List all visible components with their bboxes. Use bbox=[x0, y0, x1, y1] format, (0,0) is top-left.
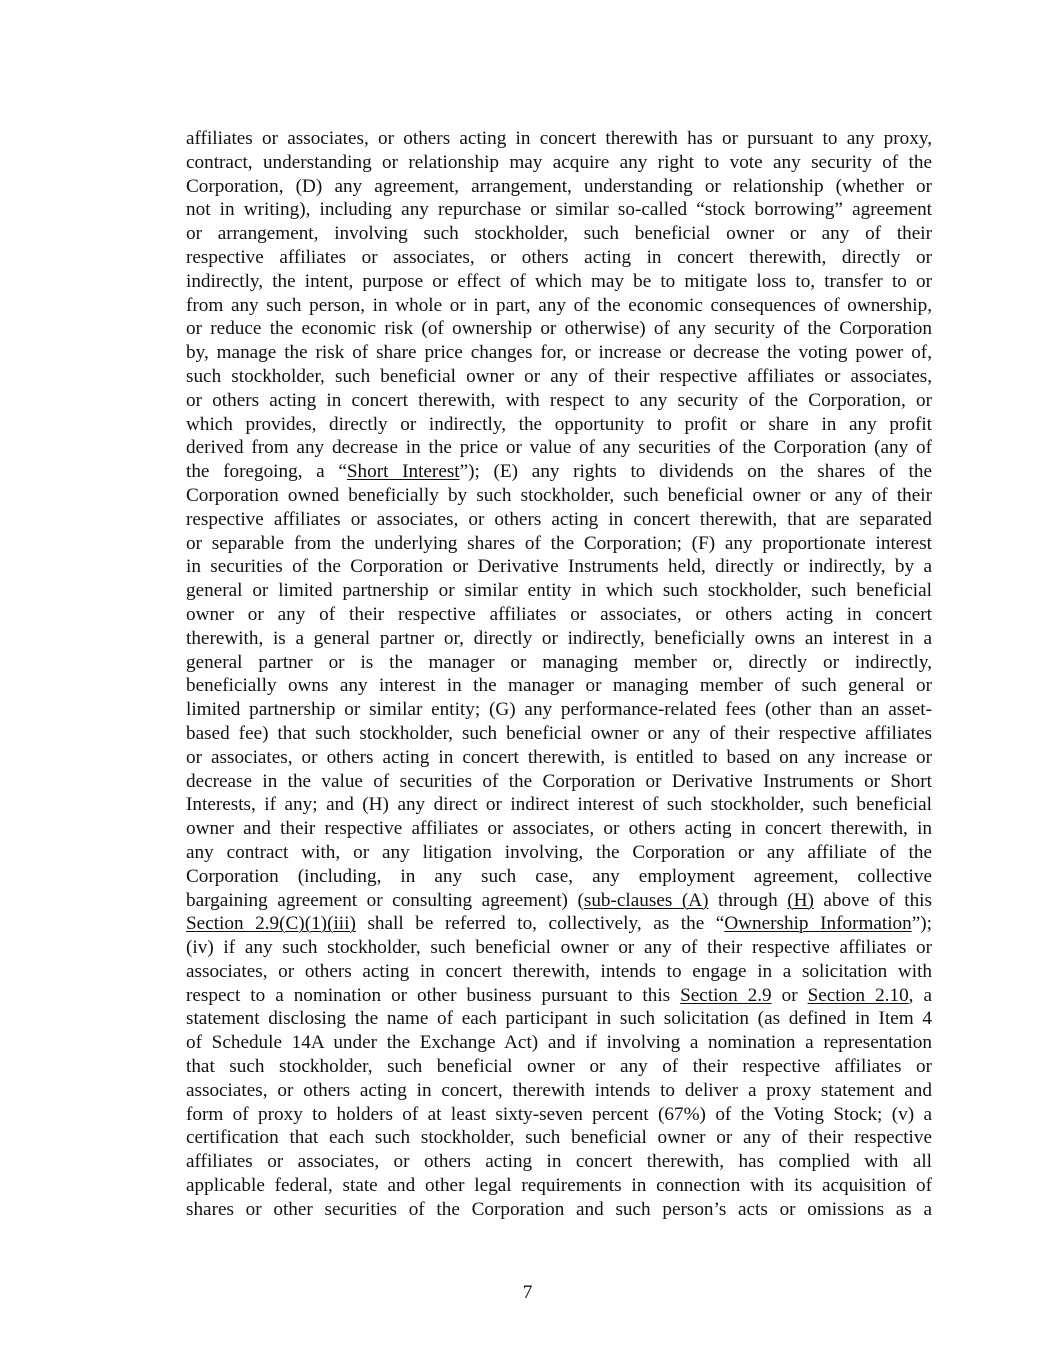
text-line bbox=[186, 579, 932, 603]
text-segment: through bbox=[708, 889, 788, 911]
text-line bbox=[186, 532, 932, 556]
text-line bbox=[186, 817, 932, 841]
text-line bbox=[186, 1055, 932, 1079]
text-segment: general or limited partnership or similar entity in which such stockholder, such beneficial bbox=[186, 580, 932, 602]
text-segment: from any such person, in whole or in part, any of the economic consequences of ownership, bbox=[186, 294, 932, 316]
text-segment: or separable from the underlying shares of the Corporation; (F) any proportionate interest bbox=[186, 532, 932, 554]
text-segment: beneficially owns any interest in the manager or managing member of such general or bbox=[186, 675, 932, 697]
text-line bbox=[186, 1150, 932, 1174]
text-line bbox=[186, 1198, 932, 1222]
cross-reference-term: Section 2.10 bbox=[807, 984, 909, 1006]
text-segment: the foregoing, a “ bbox=[186, 461, 347, 483]
text-line bbox=[186, 1103, 932, 1127]
text-line bbox=[186, 151, 932, 175]
text-line bbox=[186, 1031, 932, 1055]
text-line bbox=[186, 841, 932, 865]
text-line bbox=[186, 198, 932, 222]
text-line bbox=[186, 912, 932, 936]
text-line bbox=[186, 960, 932, 984]
text-line bbox=[186, 936, 932, 960]
text-segment: form of proxy to holders of at least sixty-seven percent (67%) of the Voting Stock; (v) a bbox=[186, 1103, 932, 1125]
text-segment: any contract with, or any litigation involving, the Corporation or any affiliate of the bbox=[186, 841, 932, 863]
text-line bbox=[186, 674, 932, 698]
text-line bbox=[186, 627, 932, 651]
text-segment: respective affiliates or associates, or others acting in concert therewith, directly or bbox=[186, 246, 932, 268]
text-line bbox=[186, 365, 932, 389]
body-paragraph bbox=[186, 127, 932, 1222]
cross-reference-term: sub-clauses (A) bbox=[583, 889, 709, 911]
text-segment: or reduce the economic risk (of ownership or otherwise) of any security of the Corporation bbox=[186, 318, 932, 340]
text-line bbox=[186, 1007, 932, 1031]
text-segment: derived from any decrease in the price or value of any securities of the Corporation (any of bbox=[186, 437, 932, 459]
text-segment: or others acting in concert therewith, with respect to any security of the Corporation, or bbox=[186, 389, 932, 411]
text-segment: respect to a nomination or other business pursuant to this bbox=[186, 984, 681, 1006]
text-segment: Corporation, (D) any agreement, arrangement, understanding or relationship (whether or bbox=[186, 175, 932, 197]
cross-reference-term: Ownership Information bbox=[724, 913, 912, 935]
text-segment: which provides, directly or indirectly, the opportunity to profit or share in any profit bbox=[186, 413, 932, 435]
text-line bbox=[186, 1079, 932, 1103]
text-segment: bargaining agreement or consulting agreement) ( bbox=[186, 889, 584, 911]
text-line bbox=[186, 889, 932, 913]
text-segment: general partner or is the manager or managing member or, directly or indirectly, bbox=[186, 651, 932, 673]
text-segment: Corporation (including, in any such case, any employment agreement, collective bbox=[186, 865, 932, 887]
text-line bbox=[186, 555, 932, 579]
text-segment: affiliates or associates, or others acting in concert therewith, has complied with all bbox=[186, 1151, 932, 1173]
text-line bbox=[186, 603, 932, 627]
text-line bbox=[186, 698, 932, 722]
text-segment: decrease in the value of securities of the Corporation or Derivative Instruments or Short bbox=[186, 770, 932, 792]
text-segment: Interests, if any; and (H) any direct or indirect interest of such stockholder, such beneficial bbox=[186, 794, 932, 816]
text-segment: above of this bbox=[813, 889, 932, 911]
cross-reference-term: Section 2.9 bbox=[680, 984, 772, 1006]
text-segment: (iv) if any such stockholder, such beneficial owner or any of their respective affiliates or bbox=[186, 937, 932, 959]
cross-reference-term: (H) bbox=[787, 889, 814, 911]
text-segment: applicable federal, state and other legal requirements in connection with its acquisition of bbox=[186, 1175, 932, 1197]
text-segment: certification that each such stockholder, such beneficial owner or any of their respective bbox=[186, 1127, 932, 1149]
text-line bbox=[186, 484, 932, 508]
text-segment: of Schedule 14A under the Exchange Act) and if involving a nomination a representation bbox=[186, 1032, 932, 1054]
text-line bbox=[186, 222, 932, 246]
text-line bbox=[186, 460, 932, 484]
text-segment: Corporation owned beneficially by such stockholder, such beneficial owner or any of their bbox=[186, 484, 932, 506]
text-line bbox=[186, 1126, 932, 1150]
text-line bbox=[186, 246, 932, 270]
text-line bbox=[186, 389, 932, 413]
text-segment: associates, or others acting in concert, therewith intends to deliver a proxy statement and bbox=[186, 1079, 932, 1101]
text-line bbox=[186, 1174, 932, 1198]
text-line bbox=[186, 436, 932, 460]
text-segment: affiliates or associates, or others acting in concert therewith has or pursuant to any proxy, bbox=[186, 128, 932, 149]
text-line bbox=[186, 865, 932, 889]
text-segment: owner and their respective affiliates or associates, or others acting in concert therewith, in bbox=[186, 818, 932, 840]
text-segment: such stockholder, such beneficial owner or any of their respective affiliates or associates, bbox=[186, 365, 932, 387]
text-segment: ”); (E) any rights to dividends on the shares of the bbox=[459, 461, 932, 483]
text-line bbox=[186, 270, 932, 294]
text-segment: in securities of the Corporation or Derivative Instruments held, directly or indirectly, by a bbox=[186, 556, 932, 578]
text-segment: by, manage the risk of share price changes for, or increase or decrease the voting power of, bbox=[186, 342, 932, 364]
text-line bbox=[186, 984, 932, 1008]
text-segment: respective affiliates or associates, or others acting in concert therewith, that are separated bbox=[186, 508, 932, 530]
text-segment: not in writing), including any repurchase or similar so-called “stock borrowing” agreement bbox=[186, 199, 932, 221]
text-segment: based fee) that such stockholder, such beneficial owner or any of their respective affiliates bbox=[186, 722, 932, 744]
text-segment: or bbox=[771, 984, 808, 1006]
page-number: 7 bbox=[522, 1282, 533, 1303]
text-segment: indirectly, the intent, purpose or effect of which may be to mitigate loss to, transfer to or bbox=[186, 270, 932, 292]
text-line bbox=[186, 770, 932, 794]
text-segment: limited partnership or similar entity; (G) any performance-related fees (other than an asset- bbox=[186, 699, 932, 721]
text-segment: ”); bbox=[911, 913, 932, 935]
text-segment: , a bbox=[908, 984, 932, 1006]
text-segment: contract, understanding or relationship may acquire any right to vote any security of the bbox=[186, 151, 932, 173]
text-line bbox=[186, 651, 932, 675]
text-line bbox=[186, 508, 932, 532]
cross-reference-term: Section 2.9(C)(1)(iii) bbox=[186, 913, 356, 935]
text-line bbox=[186, 722, 932, 746]
text-segment: that such stockholder, such beneficial owner or any of their respective affiliates or bbox=[186, 1056, 932, 1078]
text-segment: shares or other securities of the Corporation and such person’s acts or omissions as a bbox=[186, 1198, 932, 1220]
text-line bbox=[186, 317, 932, 341]
text-line bbox=[186, 127, 932, 151]
text-segment: owner or any of their respective affiliates or associates, or others acting in concert bbox=[186, 603, 932, 625]
cross-reference-term: Short Interest bbox=[346, 461, 460, 483]
text-line bbox=[186, 341, 932, 365]
text-line bbox=[186, 413, 932, 437]
text-segment: or associates, or others acting in concert therewith, is entitled to based on any increase or bbox=[186, 746, 932, 768]
text-segment: shall be referred to, collectively, as the “ bbox=[355, 913, 725, 935]
text-segment: or arrangement, involving such stockholder, such beneficial owner or any of their bbox=[186, 223, 932, 245]
text-line bbox=[186, 746, 932, 770]
text-line bbox=[186, 175, 932, 199]
text-segment: therewith, is a general partner or, directly or indirectly, beneficially owns an interest in a bbox=[186, 627, 932, 649]
text-line bbox=[186, 793, 932, 817]
text-segment: statement disclosing the name of each participant in such solicitation (as defined in Item 4 bbox=[186, 1008, 932, 1030]
text-segment: associates, or others acting in concert therewith, intends to engage in a solicitation with bbox=[186, 960, 932, 982]
text-line bbox=[186, 294, 932, 318]
